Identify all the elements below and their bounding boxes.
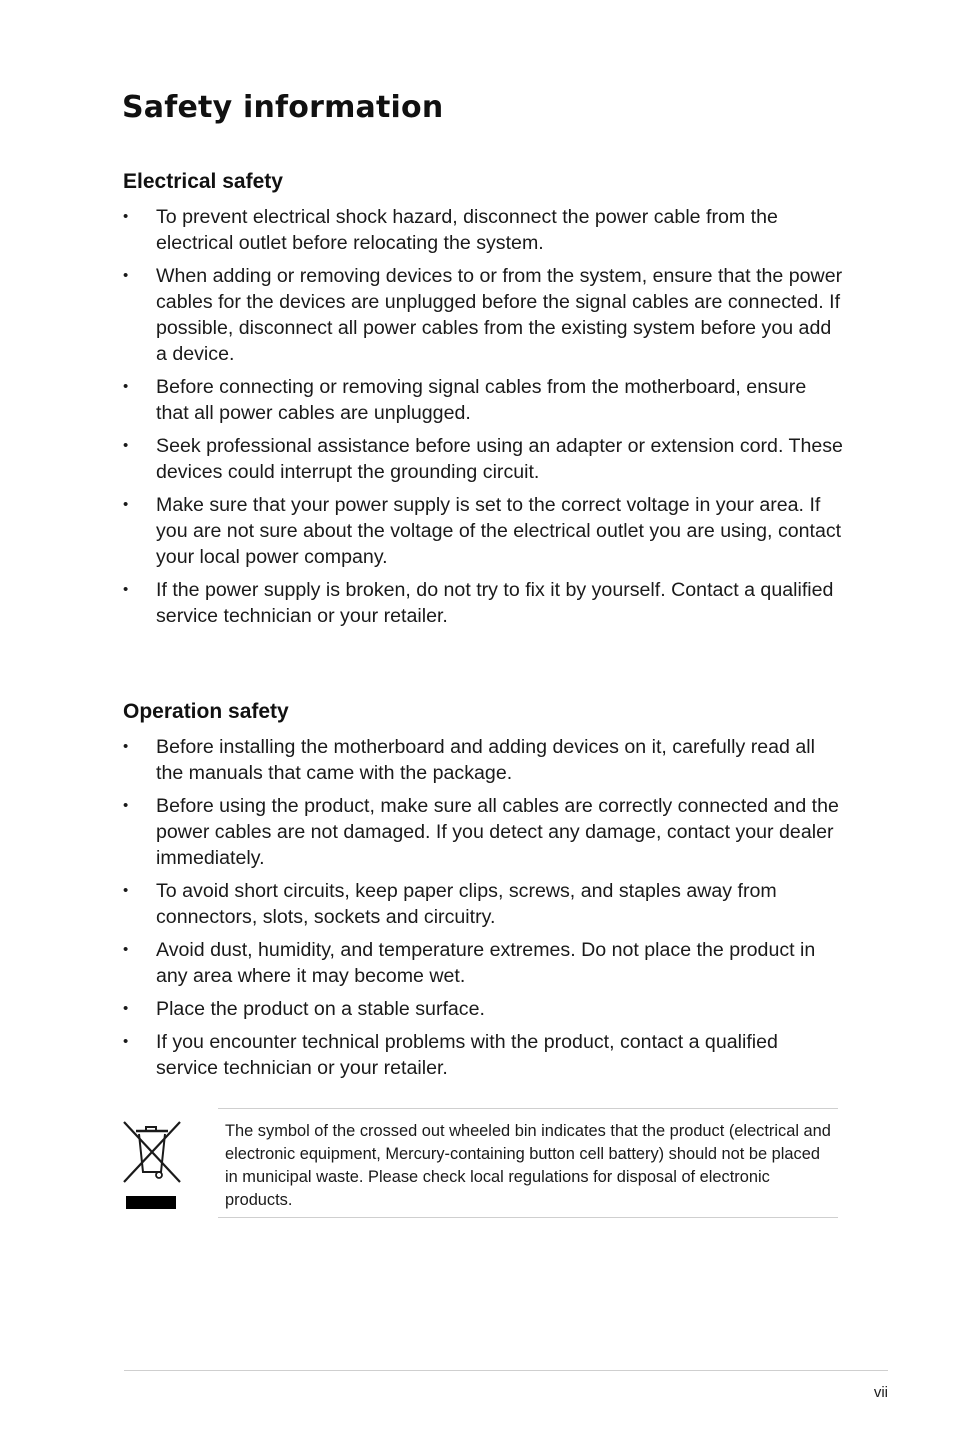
list-item — [123, 996, 843, 1022]
list-item-text: Make sure that your power supply is set to the correct voltage in your area. If you are not sure about the voltage of the electrical outlet you are using, contact your local power company. — [156, 494, 842, 568]
crossed-out-wheeled-bin-icon — [122, 1120, 182, 1212]
list-item-text: Seek professional assistance before using an adapter or extension cord. These devices could interrupt the grounding circuit. — [156, 435, 843, 483]
section-heading-electrical: Electrical safety — [123, 170, 283, 193]
section-heading-operation: Operation safety — [123, 700, 289, 723]
electrical-safety-list — [123, 204, 843, 629]
bullet-glyph: • — [123, 437, 129, 454]
page-number: vii — [873, 1384, 888, 1401]
list-item — [123, 734, 843, 786]
list-item — [123, 793, 843, 871]
bullet-glyph: • — [123, 738, 129, 755]
bullet-glyph: • — [123, 797, 129, 814]
bullet-glyph: • — [123, 1000, 129, 1017]
bullet-glyph: • — [123, 882, 129, 899]
list-item-text: If you encounter technical problems with the product, contact a qualified service technician or your retailer. — [156, 1031, 778, 1079]
list-item-text: When adding or removing devices to or from the system, ensure that the power cables for the devices are unplugged before the signal cables are connected. If possible, disconnect all power cables from the existing system before you add a device. — [156, 265, 843, 365]
footer-divider — [124, 1370, 888, 1371]
electrical-safety-section — [123, 168, 843, 636]
bullet-glyph: • — [123, 1033, 129, 1050]
list-item — [123, 492, 843, 570]
bullet-glyph: • — [123, 941, 129, 958]
list-item-text: To avoid short circuits, keep paper clips, screws, and staples away from connectors, slots, sockets and circuitry. — [156, 880, 777, 928]
operation-safety-section — [123, 698, 843, 1088]
bullet-glyph: • — [123, 267, 129, 284]
bullet-glyph: • — [123, 581, 129, 598]
list-item — [123, 263, 843, 367]
list-item — [123, 577, 843, 629]
list-item — [123, 204, 843, 256]
list-item-text: Before connecting or removing signal cables from the motherboard, ensure that all power cables are unplugged. — [156, 376, 807, 424]
weee-note-text-box — [218, 1108, 838, 1218]
list-item-text: Place the product on a stable surface. — [156, 998, 485, 1020]
list-item-text: Avoid dust, humidity, and temperature extremes. Do not place the product in any area where it may become wet. — [156, 939, 816, 987]
bullet-glyph: • — [123, 378, 129, 395]
list-item — [123, 433, 843, 485]
list-item-text: To prevent electrical shock hazard, disconnect the power cable from the electrical outlet before relocating the system. — [156, 206, 778, 254]
list-item — [123, 374, 843, 426]
list-item — [123, 1029, 843, 1081]
bullet-glyph: • — [123, 496, 129, 513]
operation-safety-list — [123, 734, 843, 1081]
list-item-text: Before using the product, make sure all cables are correctly connected and the power cables are not damaged. If you detect any damage, contact your dealer immediately. — [156, 795, 839, 869]
bullet-glyph: • — [123, 208, 129, 225]
list-item-text: If the power supply is broken, do not try to fix it by yourself. Contact a qualified service technician or your retailer. — [156, 579, 834, 627]
page-title: Safety information — [122, 90, 444, 125]
list-item — [123, 878, 843, 930]
list-item — [123, 937, 843, 989]
weee-note-text: The symbol of the crossed out wheeled bin indicates that the product (electrical and electronic equipment, Mercury-containing button cell battery) should not be placed in municipal waste. Please check local regulations for disposal of electronic products. — [225, 1122, 831, 1209]
list-item-text: Before installing the motherboard and adding devices on it, carefully read all the manuals that came with the package. — [156, 736, 815, 784]
weee-disposal-note — [122, 1108, 838, 1219]
